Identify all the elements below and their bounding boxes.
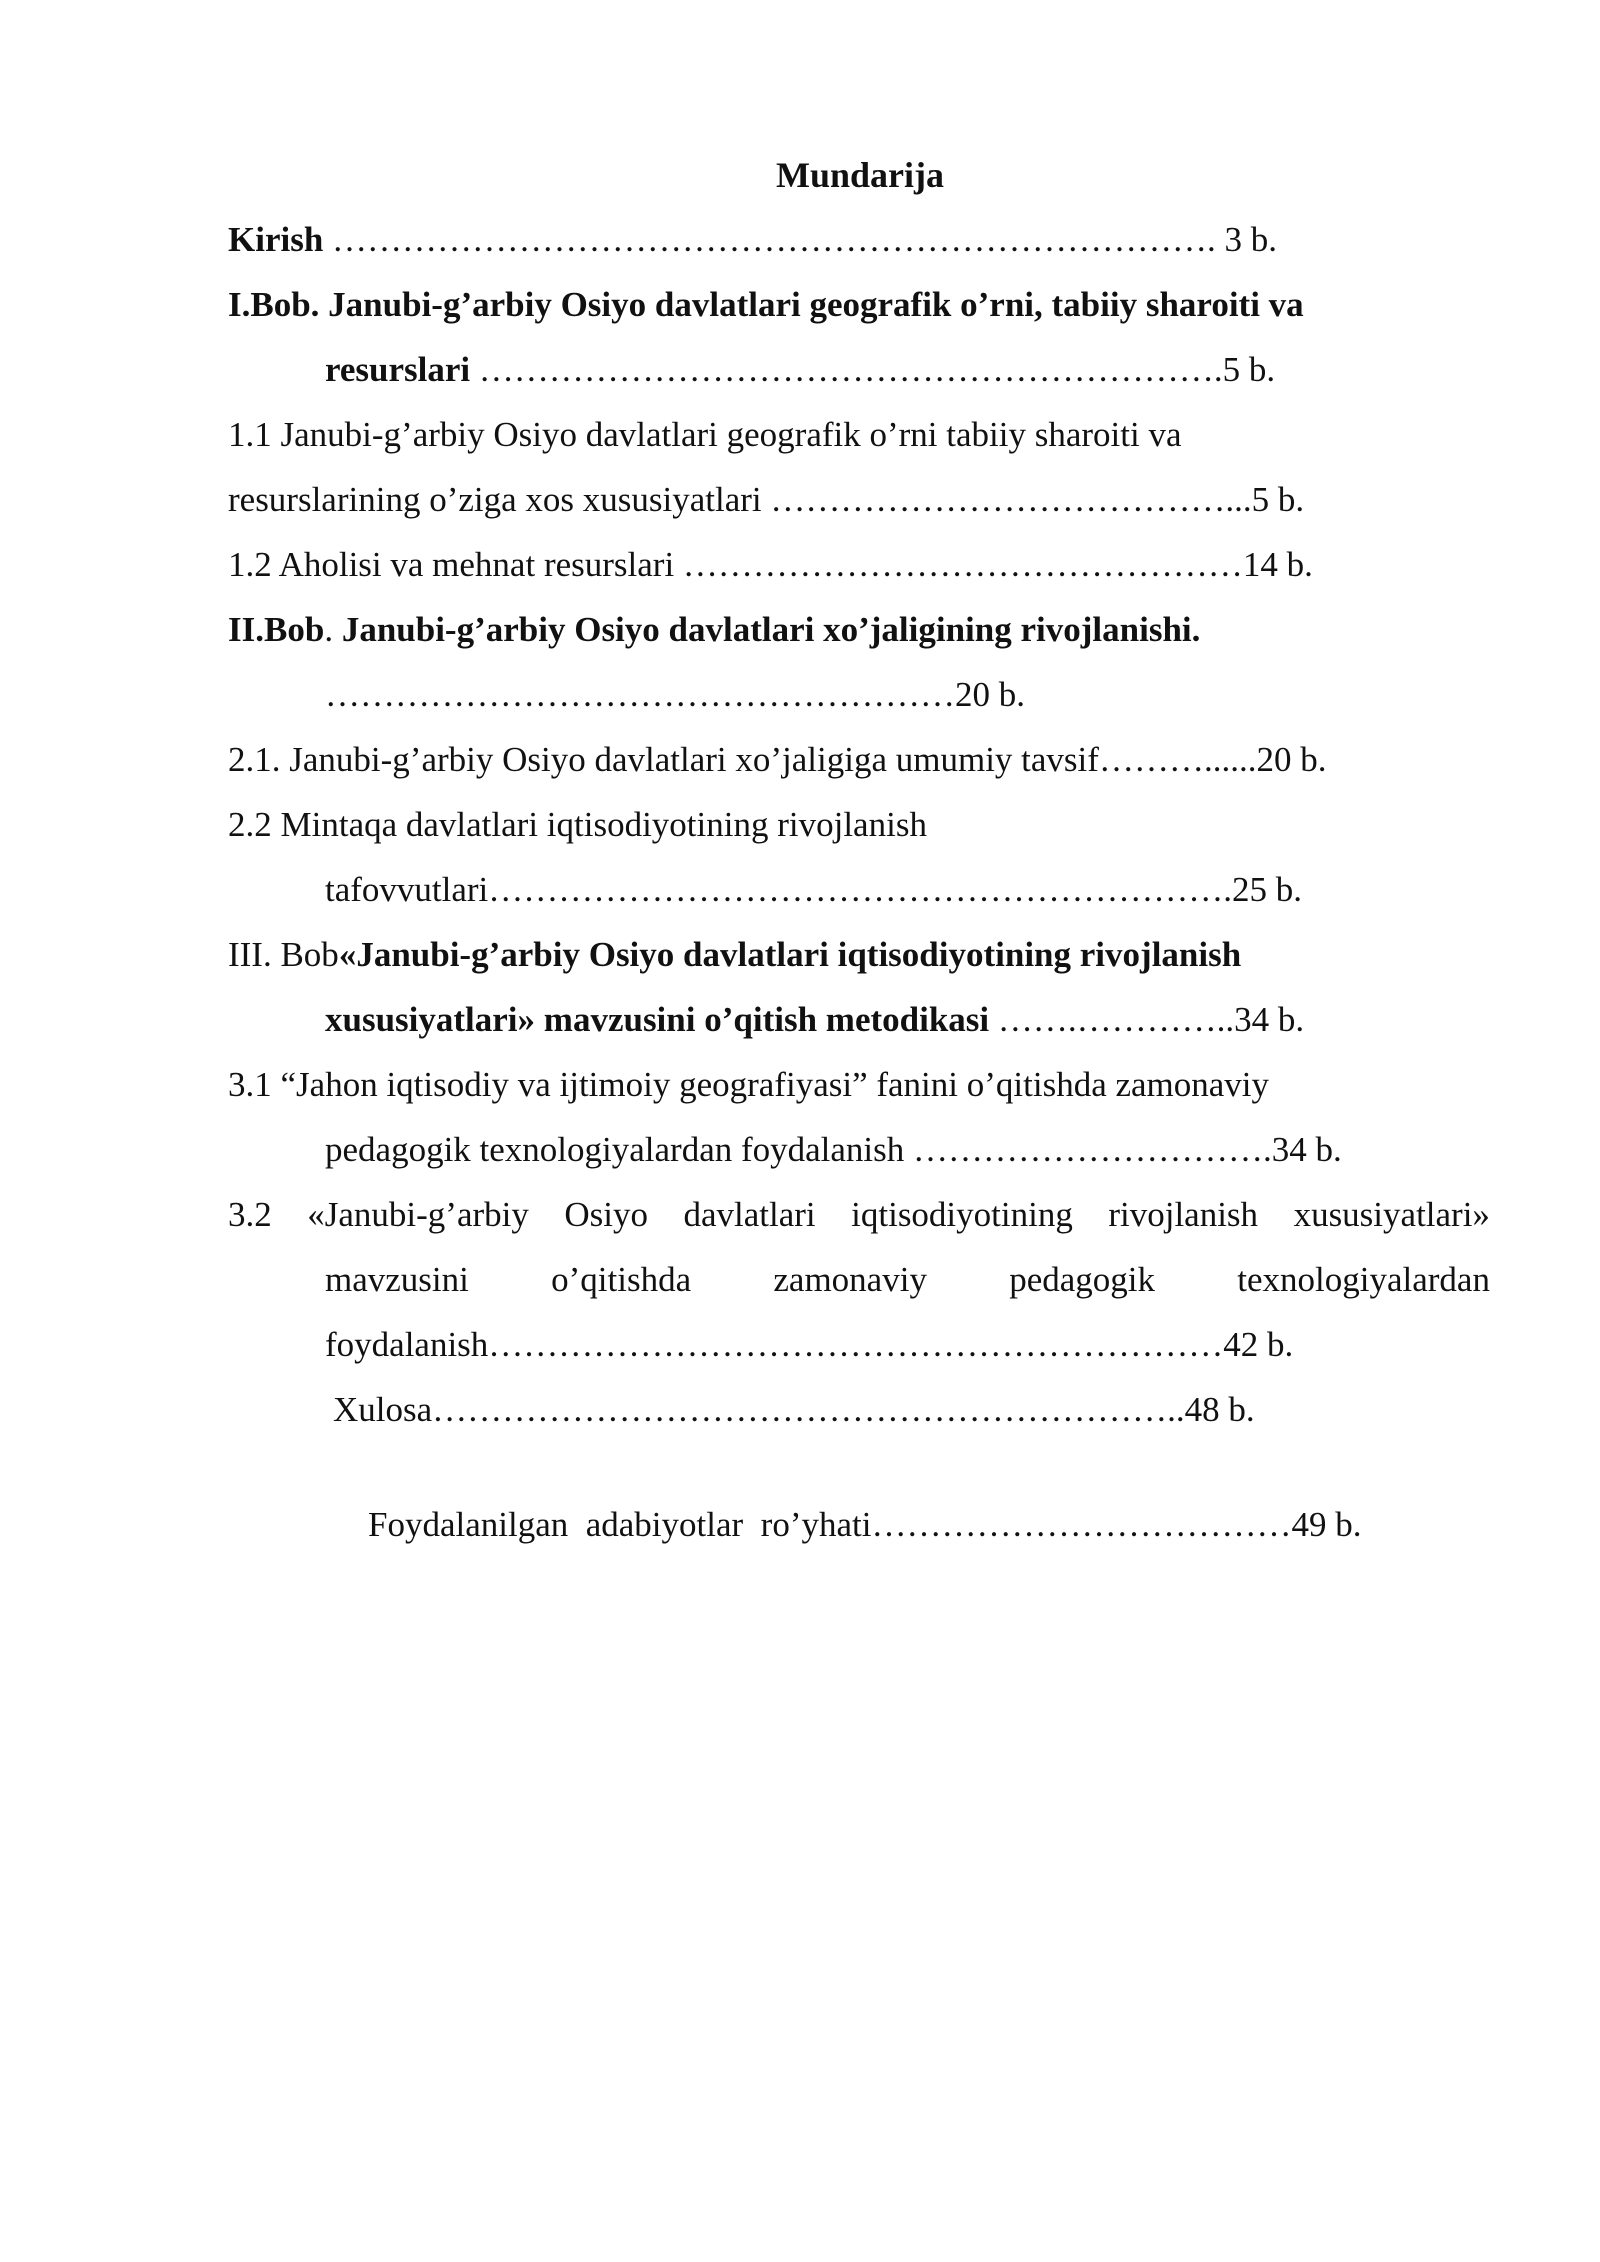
toc-entry-2-1 [228, 735, 1326, 785]
toc-word: texnologiyalardan [1237, 1260, 1490, 1299]
toc-leader: ……………………………………………………… [488, 1325, 1224, 1364]
toc-leader: ……………………………………………… [325, 675, 955, 714]
toc-page-number: 34 b. [1271, 1130, 1342, 1169]
toc-entry-label: Kirish [228, 220, 324, 259]
toc-page-number: 3 b. [1215, 220, 1278, 259]
toc-page-number: 25 b. [1232, 870, 1303, 909]
toc-page-number: 20 b. [955, 675, 1025, 714]
toc-entry-bob1-continuation [325, 345, 1275, 395]
toc-word: iqtisodiyotining [851, 1195, 1073, 1234]
toc-entry-label: 2.1. Janubi-g’arbiy Osiyo davlatlari xo’jaligiga umumiy tavsif [228, 740, 1099, 779]
toc-entry-2-2-line2 [325, 865, 1302, 915]
toc-word: Osiyo [564, 1195, 648, 1234]
toc-page-number: 5 b. [1251, 480, 1305, 519]
toc-entry-bob2-heading [228, 605, 1200, 655]
toc-page-number: 34 b. [1234, 1000, 1305, 1039]
toc-title: Mundarija [775, 155, 944, 195]
toc-entry-xulosa [333, 1385, 1255, 1435]
toc-page-number: 14 b. [1242, 545, 1313, 584]
toc-entry-1-2 [228, 540, 1313, 590]
toc-entry-1-1-line1: 1.1 Janubi-g’arbiy Osiyo davlatlari geografik o’rni tabiiy sharoiti va [228, 415, 1182, 454]
toc-entry-label: pedagogik texnologiyalardan foydalanish [325, 1130, 905, 1169]
toc-leader: ………………………………………… [674, 545, 1243, 584]
toc-entry-3-2-line2 [325, 1255, 1490, 1305]
toc-word: xususiyatlari» [1293, 1195, 1490, 1234]
toc-entry-bob1-heading: I.Bob. Janubi-g’arbiy Osiyo davlatlari geografik o’rni, tabiiy sharoiti va [228, 285, 1304, 324]
toc-page-number: 48 b. [1184, 1390, 1255, 1429]
toc-word: «Janubi-g’arbiy [307, 1195, 529, 1234]
toc-entry-prefix: III. Bob [228, 935, 339, 974]
toc-entry-3-2-line1 [228, 1190, 1490, 1240]
toc-entry-prefix: II.Bob [228, 610, 325, 649]
toc-word: o’qitishda [551, 1260, 692, 1299]
toc-entry-bob3-heading [228, 930, 1241, 980]
toc-word: pedagogik [1009, 1260, 1156, 1299]
toc-entry-1-1-line2 [228, 475, 1304, 525]
toc-leader: ……………………………… [871, 1505, 1292, 1544]
toc-entry-kirish [228, 215, 1277, 265]
toc-word: 3.2 [228, 1195, 272, 1234]
toc-leader: ………………………………………………………. [470, 350, 1223, 389]
toc-leader: ……………………………………………………….. [432, 1390, 1185, 1429]
toc-entry-label: 1.2 Aholisi va mehnat resurslari [228, 545, 675, 584]
toc-page-number: 42 b. [1223, 1325, 1294, 1364]
toc-entry-label: foydalanish [325, 1325, 489, 1364]
toc-entry-label: Xulosa [333, 1390, 433, 1429]
toc-leader: …………………………………... [761, 480, 1252, 519]
toc-word: zamonaviy [773, 1260, 927, 1299]
toc-entry-adabiyotlar [333, 1450, 1361, 1600]
toc-entry-2-2-line1: 2.2 Mintaqa davlatlari iqtisodiyotining rivojlanish [228, 805, 927, 844]
toc-page-number: 5 b. [1222, 350, 1276, 389]
toc-entry-3-2-line3 [325, 1320, 1293, 1370]
toc-leader: ………………………………………………………. [488, 870, 1233, 909]
toc-entry-bob3-continuation [325, 995, 1304, 1045]
toc-entry-label: Janubi-g’arbiy Osiyo davlatlari xo’jaligining rivojlanishi. [333, 610, 1201, 649]
toc-word: mavzusini [325, 1260, 469, 1299]
toc-leader: ………...... [1098, 740, 1257, 779]
toc-leader: …………………………. [904, 1130, 1272, 1169]
toc-page-number: 20 b. [1256, 740, 1327, 779]
toc-entry-label: tafovvutlari [325, 870, 489, 909]
toc-entry-label: Foydalanilgan adabiyotlar ro’yhati [368, 1505, 872, 1544]
toc-entry-label: «Janubi-g’arbiy Osiyo davlatlari iqtisodiyotining rivojlanish [338, 935, 1242, 974]
toc-entry-label: resurslari [325, 350, 471, 389]
toc-entry-label: resurslarining o’ziga xos xususiyatlari [228, 480, 762, 519]
toc-entry-dot: . [324, 610, 334, 649]
toc-entry-3-1-line1: 3.1 “Jahon iqtisodiy va ijtimoiy geografiyasi” fanini o’qitishda zamonaviy [228, 1065, 1270, 1104]
toc-entry-3-1-line2 [325, 1125, 1342, 1175]
toc-leader: …….………….. [989, 1000, 1235, 1039]
toc-word: davlatlari [683, 1195, 816, 1234]
toc-entry-label: xususiyatlari» mavzusini o’qitish metodikasi [325, 1000, 990, 1039]
toc-page-number: 49 b. [1291, 1505, 1362, 1544]
toc-word: rivojlanish [1108, 1195, 1259, 1234]
toc-entry-bob2-continuation [325, 670, 1025, 720]
toc-leader: …………………………………………………………………. [323, 220, 1216, 259]
